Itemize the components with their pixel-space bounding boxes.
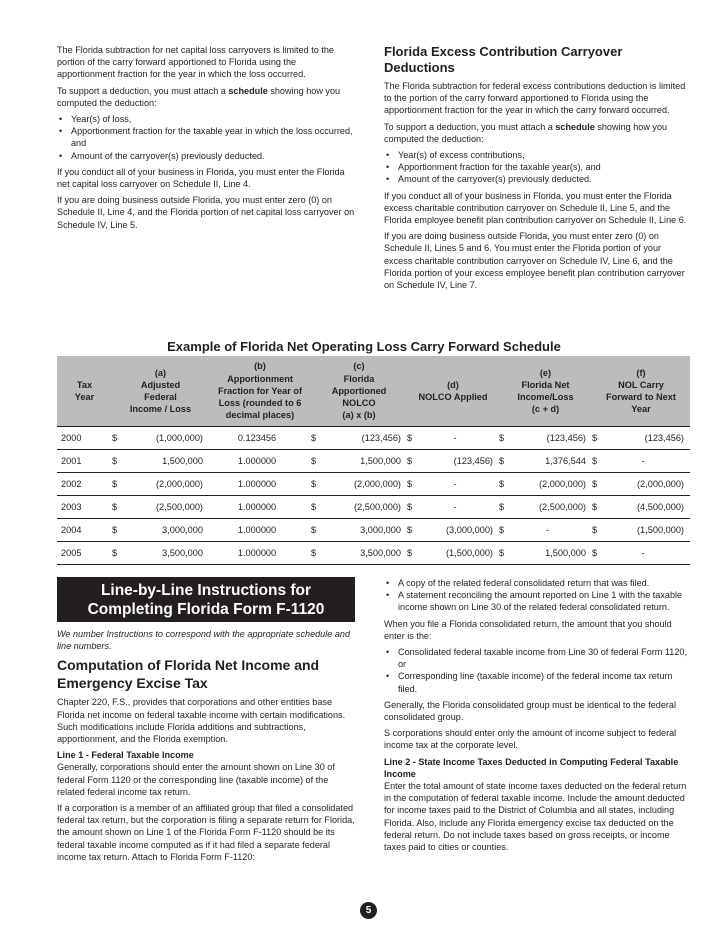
numbering-note: We number Instructions to correspond with the appropriate schedule and line numbers.: [57, 629, 351, 652]
amount: 1,500,000: [162, 456, 203, 466]
amount: 3,000,000: [162, 525, 203, 535]
list-item: • A statement reconciling the amount reported on Line 1 with the taxable income shown on Line 30 of the related federal consolidated return.: [384, 589, 689, 613]
value-cell-b: [209, 496, 311, 519]
bottom-left-column: [57, 577, 355, 867]
dollar-sign: $: [311, 548, 317, 558]
header-line: (d): [447, 379, 459, 390]
currency-value: [592, 456, 690, 466]
list-item: • Consolidated federal taxable income from Line 30 of federal Form 1120, or: [384, 646, 689, 670]
s-corporations-paragraph: S corporations should enter only the amount of income subject to federal income tax at the corporate level.: [384, 728, 677, 751]
dollar-sign: $: [499, 433, 505, 443]
excess-contribution-heading: Florida Excess Contribution Carryover Deductions: [384, 44, 623, 75]
dollar-sign: $: [112, 548, 118, 558]
dollar-sign: $: [407, 479, 413, 489]
amount: -: [453, 502, 457, 512]
computation-heading: Computation of Florida Net Income and Emergency Excise Tax: [57, 657, 320, 692]
header-line: NOLCO Applied: [418, 392, 488, 402]
currency-value: [407, 548, 499, 558]
value-cell-a: [112, 542, 209, 565]
currency-value: [407, 502, 499, 512]
currency-value: [311, 433, 407, 443]
header-line: (a): [154, 367, 167, 378]
amount: (4,500,000): [637, 502, 684, 512]
header-line: NOL Carry: [618, 379, 664, 390]
currency-value: [499, 479, 592, 489]
value-cell-b: [209, 450, 311, 473]
list-item: • Apportionment fraction for the taxable year(s), and: [384, 161, 689, 173]
header-line: Fraction for Year of: [217, 385, 303, 396]
header-line: Apportionment: [227, 373, 293, 384]
capital-loss-paragraph: The Florida subtraction for net capital loss carryovers is limited to the portion of the carry forward apportioned to Florida using the apportionment fraction for the year in which the loss occurred.: [57, 45, 334, 80]
value-cell-b: [209, 427, 311, 450]
value-cell-c: [311, 542, 407, 565]
amount: -: [641, 548, 645, 558]
value-cell-d: [407, 427, 499, 450]
column-header: [57, 356, 112, 427]
amount: (3,000,000): [446, 525, 493, 535]
schedule-bold: schedule: [555, 121, 595, 132]
list-item: • A copy of the related federal consolidated return that was filed.: [384, 577, 689, 589]
schedule-paragraph: [384, 121, 689, 145]
bottom-right-column: [384, 577, 689, 857]
value-cell-f: [592, 496, 690, 519]
column-header: [112, 356, 209, 427]
dollar-sign: $: [407, 456, 413, 466]
dollar-sign: $: [112, 456, 118, 466]
capital-loss-bullets: [57, 113, 355, 162]
tax-year-cell: 2005: [57, 542, 112, 565]
table-row: [57, 427, 690, 450]
table-row: [57, 542, 690, 565]
amount: (2,500,000): [354, 502, 401, 512]
currency-value: [499, 548, 592, 558]
fraction-value: 0.123456: [237, 433, 277, 443]
amount: (2,000,000): [637, 479, 684, 489]
amount: (2,000,000): [539, 479, 586, 489]
tax-year-cell: 2003: [57, 496, 112, 519]
dollar-sign: $: [592, 456, 598, 466]
currency-value: [592, 502, 690, 512]
currency-value: [592, 525, 690, 535]
column-header: [407, 356, 499, 427]
fraction-value: 1.000000: [237, 502, 277, 512]
excess-contribution-bullets: [384, 149, 689, 186]
dollar-sign: $: [499, 479, 505, 489]
header-line: Florida: [343, 373, 375, 384]
value-cell-a: [112, 427, 209, 450]
header-line: Year: [631, 404, 651, 415]
amount: 1,500,000: [360, 456, 401, 466]
column-header: [592, 356, 690, 427]
line-1-section: [57, 749, 355, 798]
tax-year-cell: 2004: [57, 519, 112, 542]
amount: -: [545, 525, 550, 535]
amount: 3,500,000: [162, 548, 203, 558]
dollar-sign: $: [112, 433, 118, 443]
column-header: [209, 356, 311, 427]
dollar-sign: $: [592, 433, 598, 443]
amount: 1,376,544: [545, 456, 586, 466]
amount: (1,500,000): [637, 525, 684, 535]
amount: 3,500,000: [360, 548, 401, 558]
amount: (2,000,000): [156, 479, 203, 489]
header-line: Year: [74, 392, 95, 402]
table-header-row: [57, 356, 690, 427]
value-cell-a: [112, 519, 209, 542]
list-item: • Year(s) of excess contributions,: [384, 149, 689, 161]
florida-business-paragraph: If you conduct all of your business in Florida, you must enter the Florida excess charitable contribution carryover on Schedule II, Line 5, and the Florida employee benefit plan contribution carryover on Schedule II, Line 6.: [384, 190, 687, 226]
header-line: Florida Net: [521, 379, 570, 390]
currency-value: [311, 456, 407, 466]
header-line: (b): [254, 361, 266, 372]
value-cell-f: [592, 542, 690, 565]
header-line: (c + d): [531, 404, 560, 415]
value-cell-a: [112, 473, 209, 496]
amount: (1,500,000): [446, 548, 493, 558]
amount: (123,456): [361, 433, 401, 443]
value-cell-f: [592, 473, 690, 496]
value-cell-d: [407, 542, 499, 565]
tax-year-cell: 2002: [57, 473, 112, 496]
header-line: Federal: [144, 392, 177, 402]
amount: (123,456): [644, 433, 684, 443]
line-1-text: Generally, corporations should enter the amount shown on Line 30 of federal Form 1120 or the corresponding line (taxable income) of the related federal income tax return.: [57, 762, 335, 797]
line-2-text: Enter the total amount of state income taxes deducted on the federal return in the computation of federal taxable income. Include the amount deducted for income taxes paid to the District of Columbia and all states, including Florida. Also, include any Florida emergency excise tax deducted on the federal return. Do not include taxes based on gross receipts, or income taxes paid to cities or counties.: [384, 781, 687, 853]
header-line: Income/Loss: [517, 392, 574, 402]
list-item: • Amount of the carryover(s) previously deducted.: [384, 173, 689, 185]
value-cell-c: [311, 473, 407, 496]
schedule-text-pre: To support a deduction, you must attach a: [384, 121, 556, 132]
value-cell-f: [592, 427, 690, 450]
florida-business-paragraph: If you conduct all of your business in Florida, you must enter the Florida net capital loss carryover on Schedule II, Line 4.: [57, 166, 345, 190]
banner-line-1: Line-by-Line Instructions for: [100, 582, 312, 599]
header-line: Adjusted: [140, 379, 181, 390]
dollar-sign: $: [592, 479, 598, 489]
tax-year-cell: 2000: [57, 427, 112, 450]
currency-value: [311, 525, 407, 535]
dollar-sign: $: [407, 433, 413, 443]
currency-value: [112, 479, 209, 489]
currency-value: [499, 433, 592, 443]
amount: (123,456): [453, 456, 493, 466]
amount: 1,500,000: [545, 548, 586, 558]
value-cell-b: [209, 519, 311, 542]
line-2-section: [384, 756, 689, 854]
amount: (1,000,000): [156, 433, 203, 443]
value-cell-e: [499, 496, 592, 519]
dollar-sign: $: [499, 456, 505, 466]
column-header: [499, 356, 592, 427]
amount: (2,000,000): [354, 479, 401, 489]
affiliated-group-paragraph: If a corporation is a member of an affiliated group that filed a consolidated federal tax return, but the corporation is filing a separate return for Florida, the amount shown on Line 1 of the Florida Form F-1120 should be its federal taxable income computed as if it had filed a separate federal income tax return. Attach to Florida Form F-1120:: [57, 803, 355, 862]
instructions-banner: [57, 577, 355, 622]
currency-value: [407, 525, 499, 535]
dollar-sign: $: [112, 502, 118, 512]
top-left-column: [57, 44, 355, 235]
amount: (2,500,000): [539, 502, 586, 512]
outside-florida-paragraph: If you are doing business outside Florida, you must enter zero (0) on Schedule II, Line 4, and the Florida portion of net capital loss carryover on Schedule IV, Line 5.: [57, 195, 355, 230]
amount: -: [453, 479, 457, 489]
header-line: Loss (rounded to 6: [218, 398, 302, 409]
column-header: [311, 356, 407, 427]
value-cell-a: [112, 496, 209, 519]
currency-value: [311, 479, 407, 489]
value-cell-c: [311, 496, 407, 519]
currency-value: [407, 433, 499, 443]
attachment-bullets: [384, 577, 689, 614]
schedule-text-pre: To support a deduction, you must attach a: [57, 85, 229, 96]
dollar-sign: $: [311, 433, 317, 443]
value-cell-e: [499, 519, 592, 542]
currency-value: [592, 479, 690, 489]
value-cell-f: [592, 519, 690, 542]
table-row: [57, 473, 690, 496]
list-item: • Corresponding line (taxable income) of the federal income tax return filed.: [384, 670, 689, 694]
currency-value: [592, 433, 690, 443]
schedule-paragraph: [57, 85, 355, 109]
table-body: [57, 427, 690, 565]
schedule-text-post: showing how you computed the deduction:: [384, 121, 668, 144]
currency-value: [112, 502, 209, 512]
header-line: (c): [353, 361, 365, 372]
value-cell-c: [311, 450, 407, 473]
header-line: NOLCO: [342, 398, 376, 409]
fraction-value: 1.000000: [237, 548, 277, 558]
dollar-sign: $: [311, 525, 317, 535]
header-line: Income / Loss: [129, 404, 192, 415]
value-cell-b: [209, 473, 311, 496]
value-cell-c: [311, 427, 407, 450]
amount: (123,456): [546, 433, 586, 443]
page-number: 5: [360, 902, 377, 919]
amount: (2,500,000): [156, 502, 203, 512]
list-item: • Amount of the carryover(s) previously deducted.: [57, 150, 355, 162]
nol-carry-forward-table: [57, 356, 690, 565]
header-line: (f): [636, 367, 646, 378]
dollar-sign: $: [311, 502, 317, 512]
currency-value: [112, 525, 209, 535]
currency-value: [311, 548, 407, 558]
header-line: Apportioned: [331, 385, 387, 396]
value-cell-a: [112, 450, 209, 473]
dollar-sign: $: [407, 548, 413, 558]
table-row: [57, 519, 690, 542]
top-right-column: [384, 44, 689, 295]
dollar-sign: $: [592, 548, 598, 558]
header-line: decimal places): [225, 410, 295, 421]
list-item: • Year(s) of loss,: [57, 113, 355, 125]
currency-value: [499, 456, 592, 466]
banner-line-2: Completing Florida Form F-1120: [87, 601, 325, 618]
currency-value: [311, 502, 407, 512]
header-line: Tax: [76, 379, 93, 390]
dollar-sign: $: [311, 479, 317, 489]
dollar-sign: $: [112, 479, 118, 489]
value-cell-e: [499, 473, 592, 496]
tax-year-cell: 2001: [57, 450, 112, 473]
table-row: [57, 496, 690, 519]
line-2-heading: Line 2 - State Income Taxes Deducted in Computing Federal Taxable Income: [384, 756, 679, 779]
table-title: Example of Florida Net Operating Loss Carry Forward Schedule: [167, 339, 561, 354]
header-line: (a) x (b): [342, 410, 376, 421]
list-item: • Apportionment fraction for the taxable year in which the loss occurred, and: [57, 125, 355, 149]
dollar-sign: $: [499, 525, 505, 535]
value-cell-d: [407, 450, 499, 473]
currency-value: [112, 456, 209, 466]
amount: -: [641, 456, 645, 466]
consolidated-return-paragraph: When you file a Florida consolidated return, the amount that you should enter is the:: [384, 618, 672, 641]
amount: 3,000,000: [360, 525, 401, 535]
dollar-sign: $: [112, 525, 118, 535]
currency-value: [407, 479, 499, 489]
value-cell-e: [499, 542, 592, 565]
currency-value: [499, 525, 592, 535]
currency-value: [112, 548, 209, 558]
line-1-heading: Line 1 - Federal Taxable Income: [57, 750, 194, 761]
value-cell-e: [499, 427, 592, 450]
value-cell-c: [311, 519, 407, 542]
header-line: (e): [539, 367, 552, 378]
dollar-sign: $: [311, 456, 317, 466]
currency-value: [112, 433, 209, 443]
fraction-value: 1.000000: [237, 525, 277, 535]
schedule-bold: schedule: [228, 85, 268, 96]
chapter-paragraph: Chapter 220, F.S., provides that corporations and other entities base Florida net income on federal taxable income with certain modifications. Such modifications include Florida additions and subtractions, apportionment, and the Florida exemption.: [57, 697, 346, 745]
consolidated-group-paragraph: Generally, the Florida consolidated group must be identical to the federal consolidated group.: [384, 699, 677, 723]
value-cell-d: [407, 473, 499, 496]
consolidated-bullets: [384, 646, 689, 695]
amount: -: [453, 433, 457, 443]
value-cell-d: [407, 496, 499, 519]
value-cell-e: [499, 450, 592, 473]
value-cell-b: [209, 542, 311, 565]
outside-florida-paragraph: If you are doing business outside Florida, you must enter zero (0) on Schedule II, Lines 5 and 6. You must enter the Florida portion of your excess charitable contribution carryover on Schedule IV, Line 6, and the Florida portion of your excess employee benefit plan contribution carryover on Schedule IV, Line 7.: [384, 231, 685, 291]
dollar-sign: $: [592, 525, 598, 535]
dollar-sign: $: [499, 548, 505, 558]
fraction-value: 1.000000: [237, 479, 277, 489]
table-row: [57, 450, 690, 473]
fraction-value: 1.000000: [237, 456, 277, 466]
dollar-sign: $: [499, 502, 505, 512]
dollar-sign: $: [407, 525, 413, 535]
value-cell-d: [407, 519, 499, 542]
currency-value: [499, 502, 592, 512]
currency-value: [592, 548, 690, 558]
dollar-sign: $: [407, 502, 413, 512]
header-line: Forward to Next: [606, 392, 676, 402]
schedule-text-post: showing how you computed the deduction:: [57, 85, 341, 108]
excess-contribution-paragraph: The Florida subtraction for federal excess contributions deduction is limited to the portion of the carry forward apportioned to Florida using the apportionment fraction for the year in which the carry forward occurred.: [384, 81, 686, 116]
currency-value: [407, 456, 499, 466]
value-cell-f: [592, 450, 690, 473]
dollar-sign: $: [592, 502, 598, 512]
